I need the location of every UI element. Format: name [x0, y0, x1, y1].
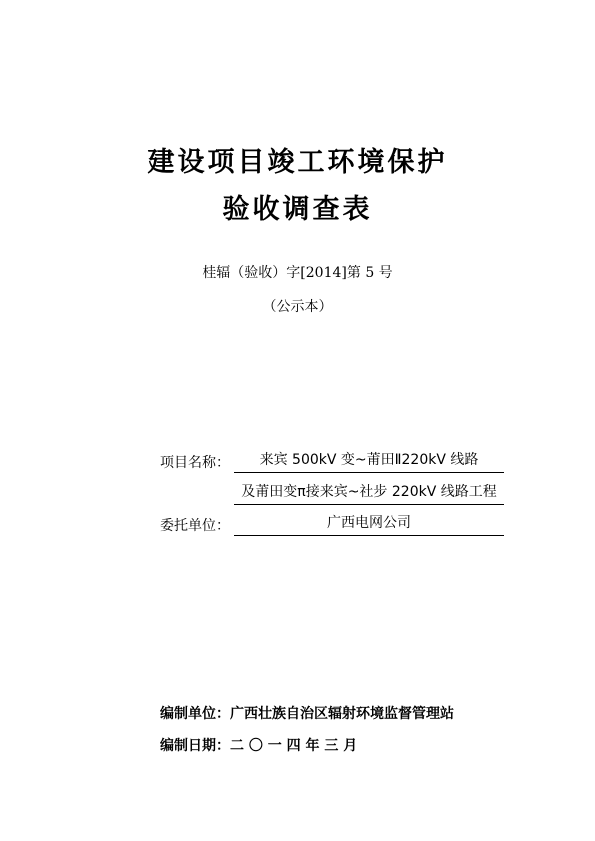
project-name-label: 项目名称： — [160, 455, 230, 471]
document-title-line2: 验收调查表 — [222, 194, 373, 225]
project-name-value-line1: 来宾 500kV 变~莆田Ⅱ220kV 线路 — [234, 450, 504, 473]
project-name-value-line2: 及莆田变π接来宾~社步 220kV 线路工程 — [234, 482, 504, 505]
edition-note: （公示本） — [262, 299, 333, 315]
compile-date-label: 编制日期： — [160, 738, 230, 754]
compiler-value: 广西壮族自治区辐射环境监督管理站 — [230, 706, 454, 722]
client-label: 委托单位： — [160, 518, 230, 534]
client-value: 广西电网公司 — [234, 513, 504, 536]
document-number: 桂辐（验收）字[2014]第 5 号 — [202, 265, 393, 281]
document-title-line1: 建设项目竣工环境保护 — [147, 147, 448, 178]
compiler-label: 编制单位： — [160, 706, 230, 722]
compile-date-value: 二 〇 一 四 年 三 月 — [230, 738, 358, 754]
